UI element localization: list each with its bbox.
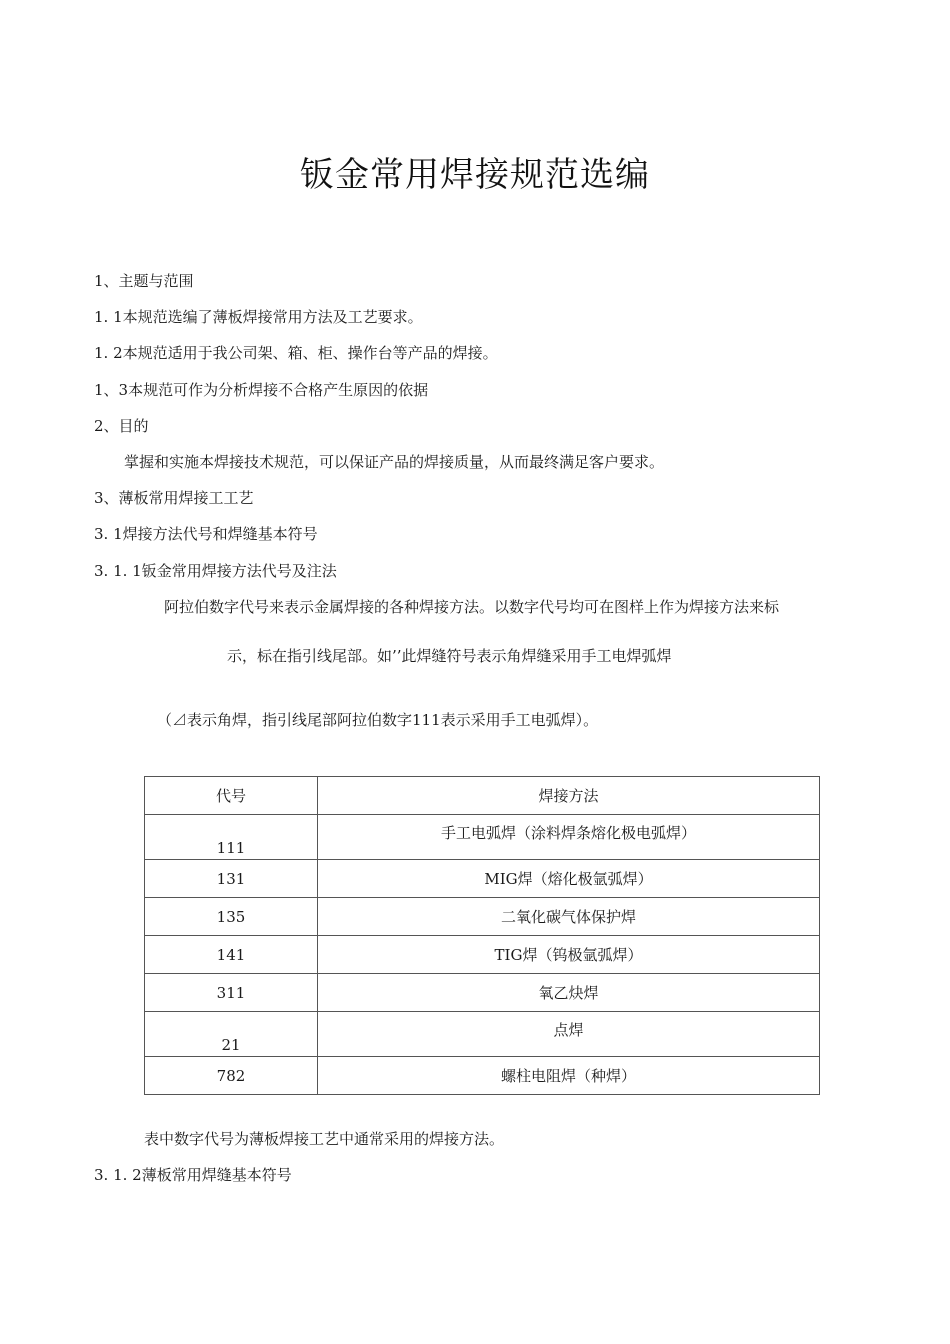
section-2-body: 掌握和实施本焊接技术规范，可以保证产品的焊接质量，从而最终满足客户要求。 xyxy=(124,453,665,471)
welding-method-table xyxy=(144,776,820,1095)
table-cell-method: 氧乙炔焊 xyxy=(318,974,820,1012)
table-cell-code: 111 xyxy=(145,815,318,860)
table-row xyxy=(145,974,820,1012)
section-1-1: 1. 1本规范选编了薄板焊接常用方法及工艺要求。 xyxy=(94,308,423,326)
table-header-row xyxy=(145,777,820,815)
table-cell-code: 141 xyxy=(145,936,318,974)
paragraph-line-1: 阿拉伯数字代号来表示金属焊接的各种焊接方法。以数字代号均可在图样上作为焊接方法来标 xyxy=(164,598,780,616)
table-cell-code: 311 xyxy=(145,974,318,1012)
table-cell-method: TIG焊（钨极氩弧焊） xyxy=(318,936,820,974)
table-cell-method: 二氧化碳气体保护焊 xyxy=(318,898,820,936)
section-1-3: 1、3本规范可作为分析焊接不合格产生原因的依据 xyxy=(94,381,429,399)
section-3-1-1: 3. 1. 1钣金常用焊接方法代号及注法 xyxy=(94,562,337,580)
table-cell-method: 手工电弧焊（涂料焊条熔化极电弧焊） xyxy=(318,815,820,860)
table-header-code: 代号 xyxy=(145,777,318,815)
section-2-heading: 2、目的 xyxy=(94,417,149,435)
table-row xyxy=(145,936,820,974)
table-cell-method: 点焊 xyxy=(318,1012,820,1057)
paragraph-line-2: 示，标在指引线尾部。如’’此焊缝符号表示角焊缝采用手工电焊弧焊 xyxy=(227,647,672,665)
section-1-2: 1. 2本规范适用于我公司架、箱、柜、操作台等产品的焊接。 xyxy=(94,344,498,362)
table-cell-method: 螺柱电阻焊（种焊） xyxy=(318,1057,820,1095)
table-row xyxy=(145,1057,820,1095)
section-3-1: 3. 1焊接方法代号和焊缝基本符号 xyxy=(94,525,318,543)
table-cell-code: 21 xyxy=(145,1012,318,1057)
table-cell-method: MIG焊（熔化极氩弧焊） xyxy=(318,860,820,898)
table-row xyxy=(145,860,820,898)
table-header-method: 焊接方法 xyxy=(318,777,820,815)
section-1-heading: 1、主题与范围 xyxy=(94,272,194,290)
section-3-1-2: 3. 1. 2薄板常用焊缝基本符号 xyxy=(94,1166,292,1184)
table-cell-code: 135 xyxy=(145,898,318,936)
paragraph-line-3: （⊿表示角焊，指引线尾部阿拉伯数字111表示采用手工电弧焊）。 xyxy=(157,711,599,729)
section-3-heading: 3、薄板常用焊接工工艺 xyxy=(94,489,254,507)
table-row xyxy=(145,1012,820,1057)
table-row xyxy=(145,898,820,936)
document-title: 钣金常用焊接规范选编 xyxy=(300,155,650,195)
table-note: 表中数字代号为薄板焊接工艺中通常采用的焊接方法。 xyxy=(144,1130,505,1148)
table-row xyxy=(145,815,820,860)
table-cell-code: 782 xyxy=(145,1057,318,1095)
table-cell-code: 131 xyxy=(145,860,318,898)
